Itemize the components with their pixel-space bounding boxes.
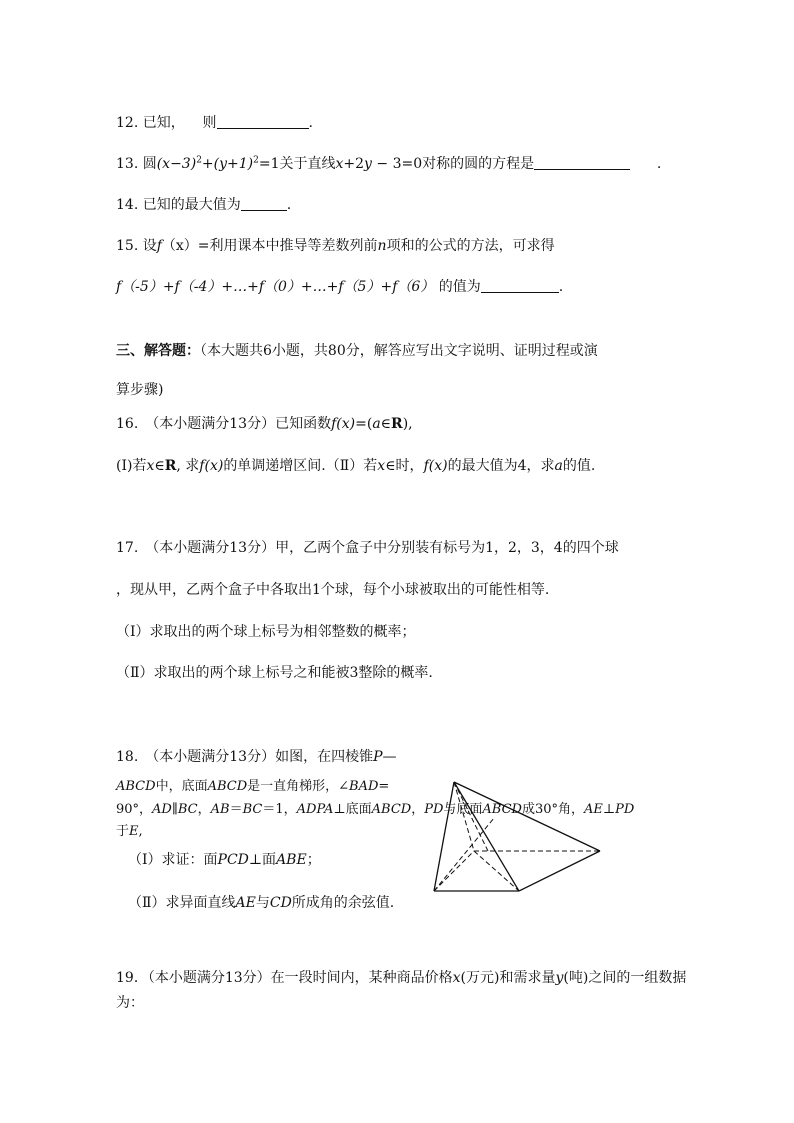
- q15-end: .: [558, 279, 564, 295]
- q18-perp-base: ⊥底面: [333, 802, 372, 817]
- q13: [116, 154, 661, 174]
- q19-text2: 为：: [116, 995, 144, 1011]
- q18-AB: AB: [210, 802, 230, 817]
- q13-line-d: − 3=0: [371, 156, 423, 172]
- q16-part1-d: 的单调递增区间.（Ⅱ）若: [223, 458, 378, 474]
- q18-BAD: BAD: [349, 779, 379, 794]
- q17-part2: [116, 663, 433, 683]
- q12-text-a: 已知，: [142, 115, 185, 131]
- q15-number: 15.: [116, 238, 139, 254]
- q13-sup2: 2: [253, 155, 259, 166]
- q18-E: E: [129, 824, 139, 839]
- q19-line1: [116, 968, 686, 988]
- q18-eq: =: [378, 779, 390, 794]
- q18-text-b: 中，底面: [155, 779, 208, 794]
- q16-line1: [116, 414, 413, 434]
- edge-PB: [454, 782, 519, 891]
- q13-circle-word: 圆: [142, 156, 157, 172]
- q17-text1: 17. （本小题满分13分）甲，乙两个盒子中分别装有标号为1，2，3，4的四个球: [116, 540, 619, 556]
- q15-f: f: [156, 238, 162, 254]
- q16-x2: x: [377, 458, 386, 474]
- q12-number: 12.: [116, 115, 139, 131]
- q16-intro: 16. （本小题满分13分）已知函数: [116, 416, 332, 432]
- q19-text-c: (吨)之间的一组数据: [563, 970, 687, 986]
- q13-end: .: [656, 156, 662, 172]
- q18-eq1: ＝1，: [262, 802, 297, 817]
- q13-eq-c: =1关于直线: [258, 156, 336, 172]
- q15-expression: f（-5）+f（-4）+…+f（0）+…+f（5）+f（6）: [116, 279, 435, 295]
- q18-ABCD2: ABCD: [207, 779, 248, 794]
- q18-BC: BC: [177, 802, 198, 817]
- edge-AE-hidden: [434, 818, 494, 891]
- q16-x: x: [146, 458, 155, 474]
- section3-title: 三、解答题：: [116, 343, 200, 359]
- edge-aux-hidden: [454, 782, 488, 851]
- edge-BC: [519, 851, 600, 891]
- q18-text-d: 是一直角梯形，∠: [247, 779, 350, 794]
- q15-text-b: （x）=利用课本中推导等差数列前: [161, 238, 378, 254]
- q18-eq2: ＝: [229, 802, 243, 817]
- q18-ABCD4: ABCD: [482, 802, 522, 817]
- q18-perp: ⊥: [602, 802, 616, 817]
- q17-part1: [116, 622, 416, 642]
- q18-with-base: 与底面: [443, 802, 483, 817]
- q18-AE: AE: [584, 802, 603, 817]
- q18-comma3: ,: [138, 824, 143, 839]
- q18-line2: [116, 777, 389, 797]
- q17-part2-text: （Ⅱ）求取出的两个球上标号之和能被3整除的概率.: [116, 665, 433, 681]
- section3-desc-line2: [116, 380, 163, 400]
- q18-dash: —: [382, 749, 397, 765]
- q19-line2: [116, 993, 144, 1013]
- q19-x: x: [452, 970, 461, 986]
- q15-line1: [116, 236, 555, 256]
- q17-line2: [116, 580, 549, 600]
- q15-line2: [116, 277, 563, 297]
- q19-text-b: (万元)和需求量: [460, 970, 556, 986]
- q18-comma2: ，: [411, 802, 425, 817]
- q16-part2-f: 的最大值为4，求: [447, 458, 555, 474]
- section3-desc2: 算步骤): [116, 382, 164, 398]
- q16-a2: a: [554, 458, 563, 474]
- q18-part1: [128, 850, 321, 870]
- q13-eq-b: +(y+1): [201, 156, 254, 172]
- q18-ABCD1: ABCD: [116, 779, 156, 794]
- q18-AD: AD: [152, 802, 172, 817]
- q18-part2-a: （Ⅱ）求异面直线: [128, 895, 236, 911]
- q18-PCD: PCD: [217, 852, 249, 868]
- q18-90: 90°，: [116, 802, 153, 817]
- q15-rest: 的值为: [438, 279, 481, 295]
- q18-line1: [116, 747, 397, 767]
- q13-line-y: y: [364, 156, 372, 172]
- q13-rest: 对称的圆的方程是: [422, 156, 535, 172]
- q18-ADPA: ADPA: [296, 802, 334, 817]
- q13-line-x: x: [335, 156, 344, 172]
- section3-heading: [116, 341, 598, 361]
- q16-close: ),: [402, 416, 413, 432]
- edge-PD-hidden: [454, 782, 474, 851]
- q16-R: R: [391, 416, 403, 432]
- q17-line1: [116, 538, 619, 558]
- q18-angle30: 成30°角，: [521, 802, 585, 817]
- q18-ABE: ABE: [276, 852, 307, 868]
- q18-line4: [116, 822, 143, 842]
- q12-answer-blank[interactable]: [217, 114, 309, 129]
- q18-PD: PD: [424, 802, 444, 817]
- q14-number: 14.: [116, 197, 139, 213]
- q18-parallel: ∥: [171, 802, 178, 817]
- q16-in2: ∈: [154, 458, 165, 474]
- q15-n: n: [377, 238, 387, 254]
- q13-number: 13.: [116, 156, 139, 172]
- q17-text2: ，现从甲，乙两个盒子中各取出1个球，每个小球被取出的可能性相等.: [116, 582, 550, 598]
- q14-text: 已知的最大值为: [142, 197, 241, 213]
- q14: [116, 195, 291, 215]
- q13-line-b: +2: [343, 156, 365, 172]
- q19-y: y: [555, 970, 564, 986]
- q15-answer-blank[interactable]: [481, 278, 559, 293]
- q18-P: P: [373, 749, 383, 765]
- q16-part1-a: (Ⅰ)若: [116, 458, 147, 474]
- q18-part1-c: ⊥面: [248, 852, 277, 868]
- q19-intro: 19．（本小题满分13分）在一段时间内，某种商品价格: [116, 970, 453, 986]
- q18-part2: [128, 893, 394, 913]
- q18-part2-c: 与: [255, 895, 270, 911]
- q16-fx3: f(x): [423, 458, 448, 474]
- q18-BC2: BC: [242, 802, 263, 817]
- q16-a: a: [372, 416, 381, 432]
- q18-part2-e: 所成角的余弦值.: [291, 895, 395, 911]
- edge-DB-hidden: [474, 851, 519, 891]
- q16-part2-g: 的值.: [562, 458, 596, 474]
- q14-answer-blank[interactable]: [241, 196, 287, 211]
- q15-text-a: 设: [142, 238, 157, 254]
- q18-yu: 于: [116, 824, 130, 839]
- section3-desc1: （本大题共6小题，共80分，解答应写出文字说明、证明过程或演: [200, 343, 598, 359]
- q13-eq-a: (x−3): [156, 156, 197, 172]
- q18-part1-a: （Ⅰ）求证：面: [128, 852, 218, 868]
- q17-part1-text: （Ⅰ）求取出的两个球上标号为相邻整数的概率；: [116, 624, 416, 640]
- q18-ABCD3: ABCD: [371, 802, 412, 817]
- q16-part2-e: ∈时，: [385, 458, 424, 474]
- q16-eq: =(: [355, 416, 373, 432]
- q16-fx2: f(x): [199, 458, 224, 474]
- q12-text-b: 则: [202, 115, 217, 131]
- q18-part1-e: ；: [306, 852, 321, 868]
- q18-PD2: PD: [615, 802, 635, 817]
- q16-R2: R: [164, 458, 177, 474]
- q15-text-c: 项和的公式的方法，可求得: [386, 238, 555, 254]
- pyramid-figure: [428, 778, 628, 898]
- q12-end: .: [308, 115, 313, 131]
- q16-fx: f(x): [331, 416, 356, 432]
- q16-line2: [116, 456, 595, 476]
- q13-answer-blank[interactable]: [534, 155, 630, 170]
- q18-CD: CD: [269, 895, 292, 911]
- q18-intro: 18. （本小题满分13分）如图，在四棱锥: [116, 749, 374, 765]
- q14-end: .: [286, 197, 292, 213]
- q16-part1-c: , 求: [176, 458, 200, 474]
- q12: [116, 113, 313, 133]
- q18-AE2: AE: [235, 895, 256, 911]
- q16-in: ∈: [380, 416, 392, 432]
- edge-PA: [434, 782, 454, 891]
- q18-comma: ，: [197, 802, 211, 817]
- q13-sup1: 2: [196, 155, 202, 166]
